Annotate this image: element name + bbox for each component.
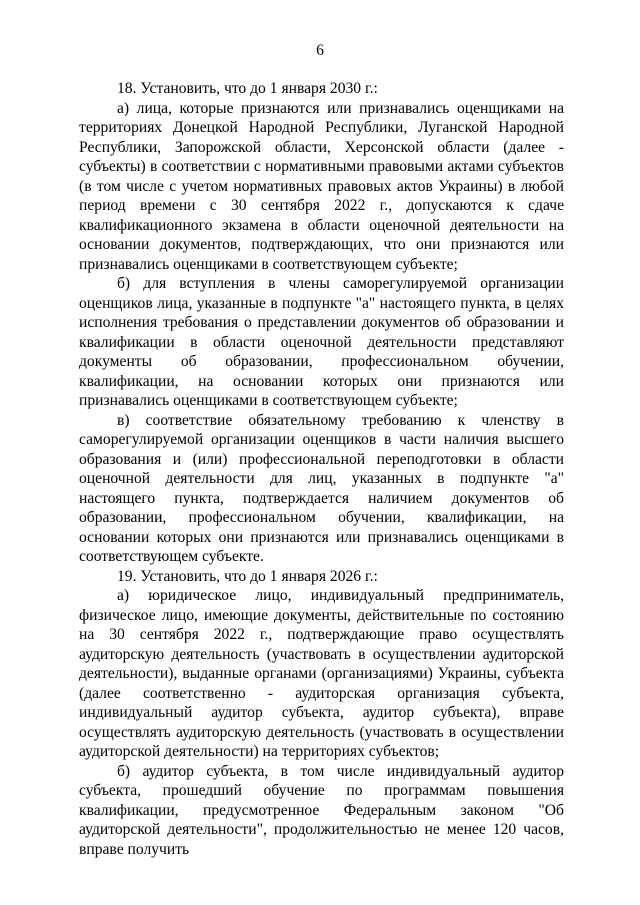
paragraph-18-v: в) соответствие обязательному требованию к членству в саморегулируемой организации оценщиков в части наличия высшего образования и (или) профессиональной переподготовки в области оценочной деятельности для лиц, указанных в подпункте "а" настоящего пункта, подтверждается наличием документов об образовании, профессиональном обучении, квалификации, на основании которых они признаются или признавались оценщиками в соответствующем субъекте. — [79, 411, 564, 565]
paragraph-18-heading: 18. Установить, что до 1 января 2030 г.: — [117, 80, 378, 97]
page-number: 6 — [316, 42, 324, 59]
paragraph-18-b: б) для вступления в члены саморегулируемой организации оценщиков лица, указанные в подпункте "а" настоящего пункта, в целях исполнения требования о представлении документов об образовании и квалификации в области оценочной деятельности представляют документы об образовании, профессиональном обучении, квалификации, на основании которых они признаются или признавались оценщиками в соответствующем субъекте; — [79, 275, 564, 409]
paragraph-19-b: б) аудитор субъекта, в том числе индивидуальный аудитор субъекта, прошедший обучение по программам повышения квалификации, предусмотренное Федеральным законом "Об аудиторской деятельности", продолжительностью не менее 120 часов, вправе получить — [79, 762, 564, 858]
paragraph-19-a: а) юридическое лицо, индивидуальный предприниматель, физическое лицо, имеющие документы, действительные по состоянию на 30 сентября 2022 г., подтверждающие право осуществлять аудиторскую деятельность (участвовать в осуществлении аудиторской деятельности), выданные органами (организациями) Украины, субъекта (далее соответственно - аудиторская организация субъекта, индивидуальный аудитор субъекта, аудитор субъекта), вправе осуществлять аудиторскую деятельность (участвовать в осуществлении аудиторской деятельности) на территориях субъектов; — [79, 587, 564, 760]
document-body — [79, 79, 564, 859]
paragraph-18-a: а) лица, которые признаются или признавались оценщиками на территориях Донецкой Народной Республики, Луганской Народной Республики, Запорожской области, Херсонской области (далее - субъекты) в соответствии с нормативными правовыми актами субъектов (в том числе с учетом нормативных правовых актов Украины) в любой период времени с 30 сентября 2022 г., допускаются к сдаче квалификационного экзамена в области оценочной деятельности на основании документов, подтверждающих, что они признаются или признавались оценщиками в соответствующем субъекте; — [79, 99, 564, 273]
paragraph-19-heading: 19. Установить, что до 1 января 2026 г.: — [117, 567, 378, 585]
